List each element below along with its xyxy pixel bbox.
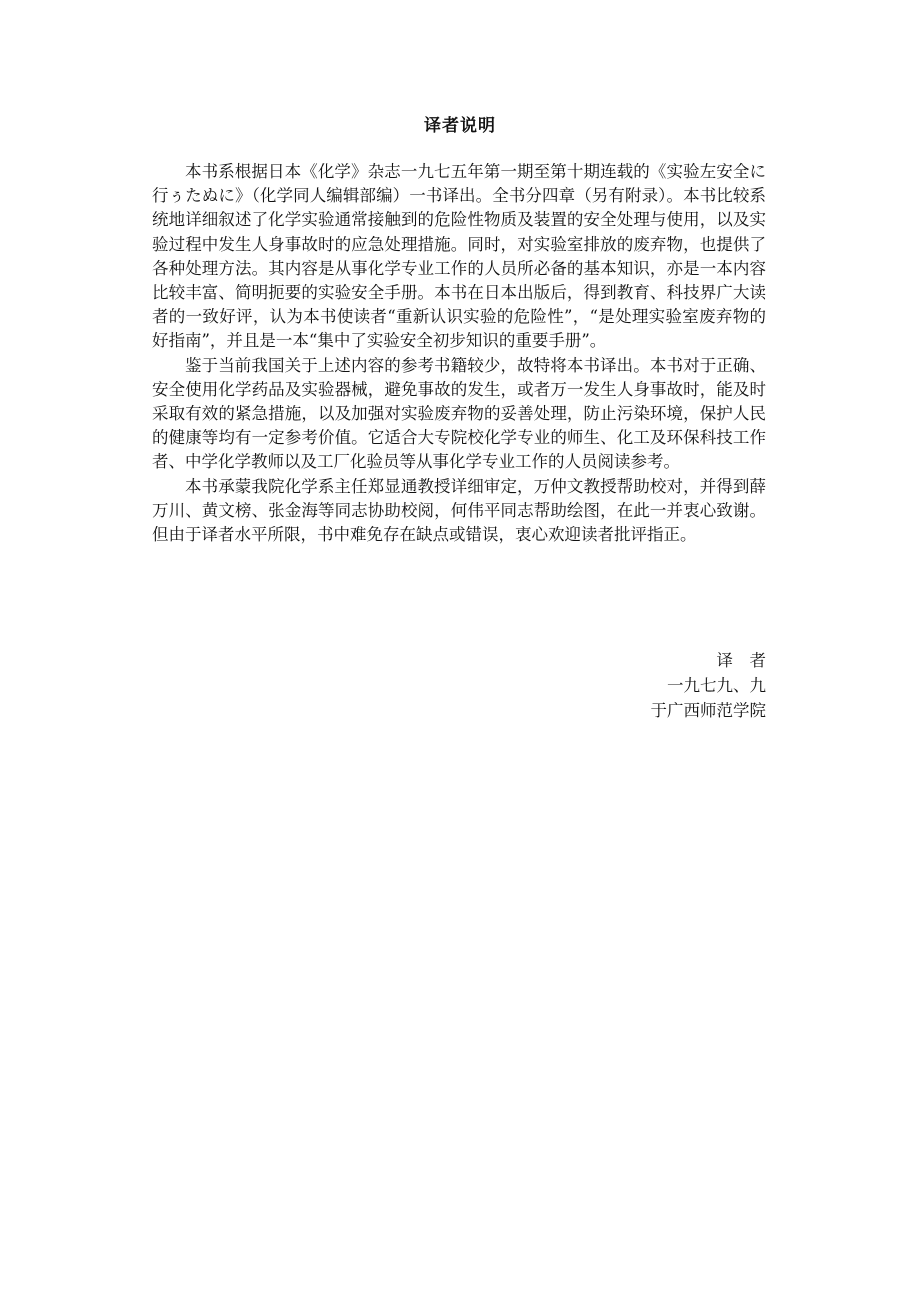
paragraph-2: 鉴于当前我国关于上述内容的参考书籍较少，故特将本书译出。本书对于正确、安全使用化学药品及实验器械，避免事故的发生，或者万一发生人身事故时，能及时采取有效的紧急措施，以及加强对实验废弃物的妥善处理，防止污染环境，保护人民的健康等均有一定参考价值。它适合大专院校化学专业的师生、化工及环保科技工作者、中学化学教师以及工厂化验员等从事化学专业工作的人员阅读参考。 — [152, 355, 766, 472]
paragraph-1: 本书系根据日本《化学》杂志一九七五年第一期至第十期连载的《实验左安全に行ぅたぬに》（化学同人编辑部编）一书译出。全书分四章（另有附录）。本书比较系统地详细叙述了化学实验通常接触到的危险性物质及装置的安全处理与使用，以及实验过程中发生人身事故时的应急处理措施。同时，对实验室排放的废弃物，也提供了各种处理方法。其内容是从事化学专业工作的人员所必备的基本知识，亦是一本内容比较丰富、简明扼要的实验安全手册。本书在日本出版后，得到教育、科技界广大读者的一致好评，认为本书使读者“重新认识实验的危险性”，“是处理实验室废弃物的好指南”，并且是一本“集中了实验安全初步知识的重要手册”。 — [152, 162, 766, 351]
page-title: 译者说明 — [424, 116, 496, 136]
preface-body — [152, 160, 766, 547]
paragraph-3: 本书承蒙我院化学系主任郑显通教授详细审定，万仲文教授帮助校对，并得到薛万川、黄文榜、张金海等同志协助校阅，何伟平同志帮助绘图，在此一并衷心致谢。但由于译者水平所限，书中难免存在缺点或错误，衷心欢迎读者批评指正。 — [152, 476, 766, 545]
signature-place: 于广西师范学院 — [650, 701, 766, 720]
signature-author: 译 者 — [716, 651, 766, 670]
signature-block — [651, 648, 767, 723]
signature-date: 一九七九、九 — [667, 676, 766, 695]
